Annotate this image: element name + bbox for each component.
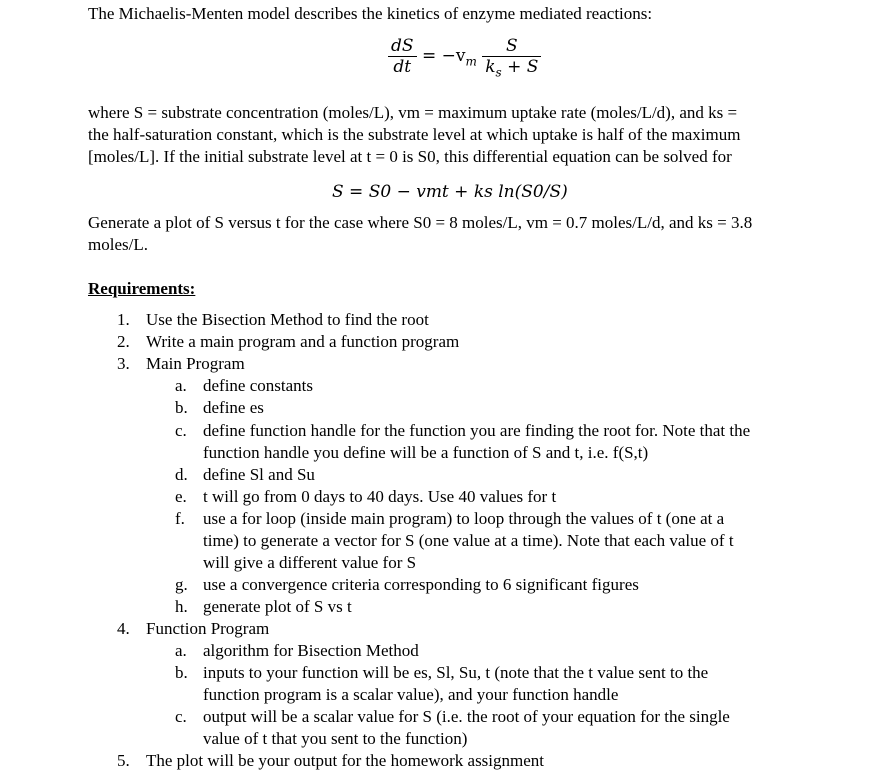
list-item: inputs to your function will be es, Sl, Su, t (note that the t value sent to the bbox=[203, 663, 709, 682]
dS-numerator: dS bbox=[388, 36, 417, 57]
generate-line-1: Generate a plot of S versus t for the case where S0 = 8 moles/L, vm = 0.7 moles/L/d, and ks = 3.8 bbox=[88, 213, 753, 232]
list-item: function program is a scalar value), and your function handle bbox=[203, 685, 619, 704]
list-item: generate plot of S vs t bbox=[203, 597, 352, 616]
list-marker: f. bbox=[175, 509, 185, 528]
list-item: use a for loop (inside main program) to loop through the values of t (one at a bbox=[203, 509, 725, 528]
s-over-ks-plus-s-fraction bbox=[482, 36, 541, 80]
where-line-2: the half-saturation constant, which is the substrate level at which uptake is half of the maximum bbox=[88, 125, 741, 144]
list-item: define function handle for the function you are finding the root for. Note that the bbox=[203, 421, 751, 440]
list-item: function handle you define will be a function of S and t, i.e. f(S,t) bbox=[203, 443, 649, 462]
list-item: define es bbox=[203, 398, 264, 417]
list-marker: d. bbox=[175, 465, 188, 484]
ks-plus-s-denominator bbox=[482, 57, 541, 80]
k-symbol: k bbox=[485, 57, 496, 77]
list-item: Main Program bbox=[146, 354, 245, 373]
equals-minus-v: = −v bbox=[421, 46, 466, 66]
list-marker: c. bbox=[175, 707, 187, 726]
dt-denominator: dt bbox=[393, 57, 412, 77]
list-marker: g. bbox=[175, 575, 188, 594]
list-marker: h. bbox=[175, 597, 188, 616]
list-item: use a convergence criteria corresponding to 6 significant figures bbox=[203, 575, 639, 594]
list-marker: e. bbox=[175, 487, 187, 506]
where-line-3: [moles/L]. If the initial substrate level at t = 0 is S0, this differential equation can be solved for bbox=[88, 147, 732, 166]
plus-s: + S bbox=[501, 57, 539, 77]
list-item: define Sl and Su bbox=[203, 465, 315, 484]
list-marker: 2. bbox=[117, 332, 130, 351]
list-item: algorithm for Bisection Method bbox=[203, 641, 419, 660]
list-marker: 5. bbox=[117, 751, 130, 770]
k-sub-s: s bbox=[495, 65, 502, 80]
list-item: Write a main program and a function program bbox=[146, 332, 460, 351]
list-item: Function Program bbox=[146, 619, 270, 638]
where-line-1: where S = substrate concentration (moles/L), vm = maximum uptake rate (moles/L/d), and ks = bbox=[88, 103, 738, 122]
generate-line-2: moles/L. bbox=[88, 235, 148, 254]
s-numerator: S bbox=[482, 36, 541, 57]
list-marker: 1. bbox=[117, 310, 130, 329]
list-item: Use the Bisection Method to find the root bbox=[146, 310, 429, 329]
dS-dt-fraction bbox=[388, 36, 417, 77]
list-item: output will be a scalar value for S (i.e. the root of your equation for the single bbox=[203, 707, 730, 726]
requirements-heading: Requirements: bbox=[88, 279, 196, 298]
list-item: The plot will be your output for the homework assignment bbox=[146, 751, 545, 770]
list-item: define constants bbox=[203, 376, 313, 395]
list-marker: 3. bbox=[117, 354, 130, 373]
v-sub-m: m bbox=[465, 54, 477, 69]
list-marker: a. bbox=[175, 641, 187, 660]
list-item: will give a different value for S bbox=[203, 553, 417, 572]
list-marker: b. bbox=[175, 398, 188, 417]
list-marker: c. bbox=[175, 421, 187, 440]
intro-text: The Michaelis-Menten model describes the kinetics of enzyme mediated reactions: bbox=[88, 4, 653, 23]
list-marker: a. bbox=[175, 376, 187, 395]
list-item: value of t that you sent to the function) bbox=[203, 729, 468, 748]
list-marker: 4. bbox=[117, 619, 130, 638]
solution-equation: S = S0 − vmt + ks ln(S0/S) bbox=[332, 182, 568, 202]
differential-equation bbox=[388, 36, 541, 80]
list-marker: b. bbox=[175, 663, 188, 682]
list-item: time) to generate a vector for S (one value at a time). Note that each value of t bbox=[203, 531, 734, 550]
list-item: t will go from 0 days to 40 days. Use 40 values for t bbox=[203, 487, 557, 506]
